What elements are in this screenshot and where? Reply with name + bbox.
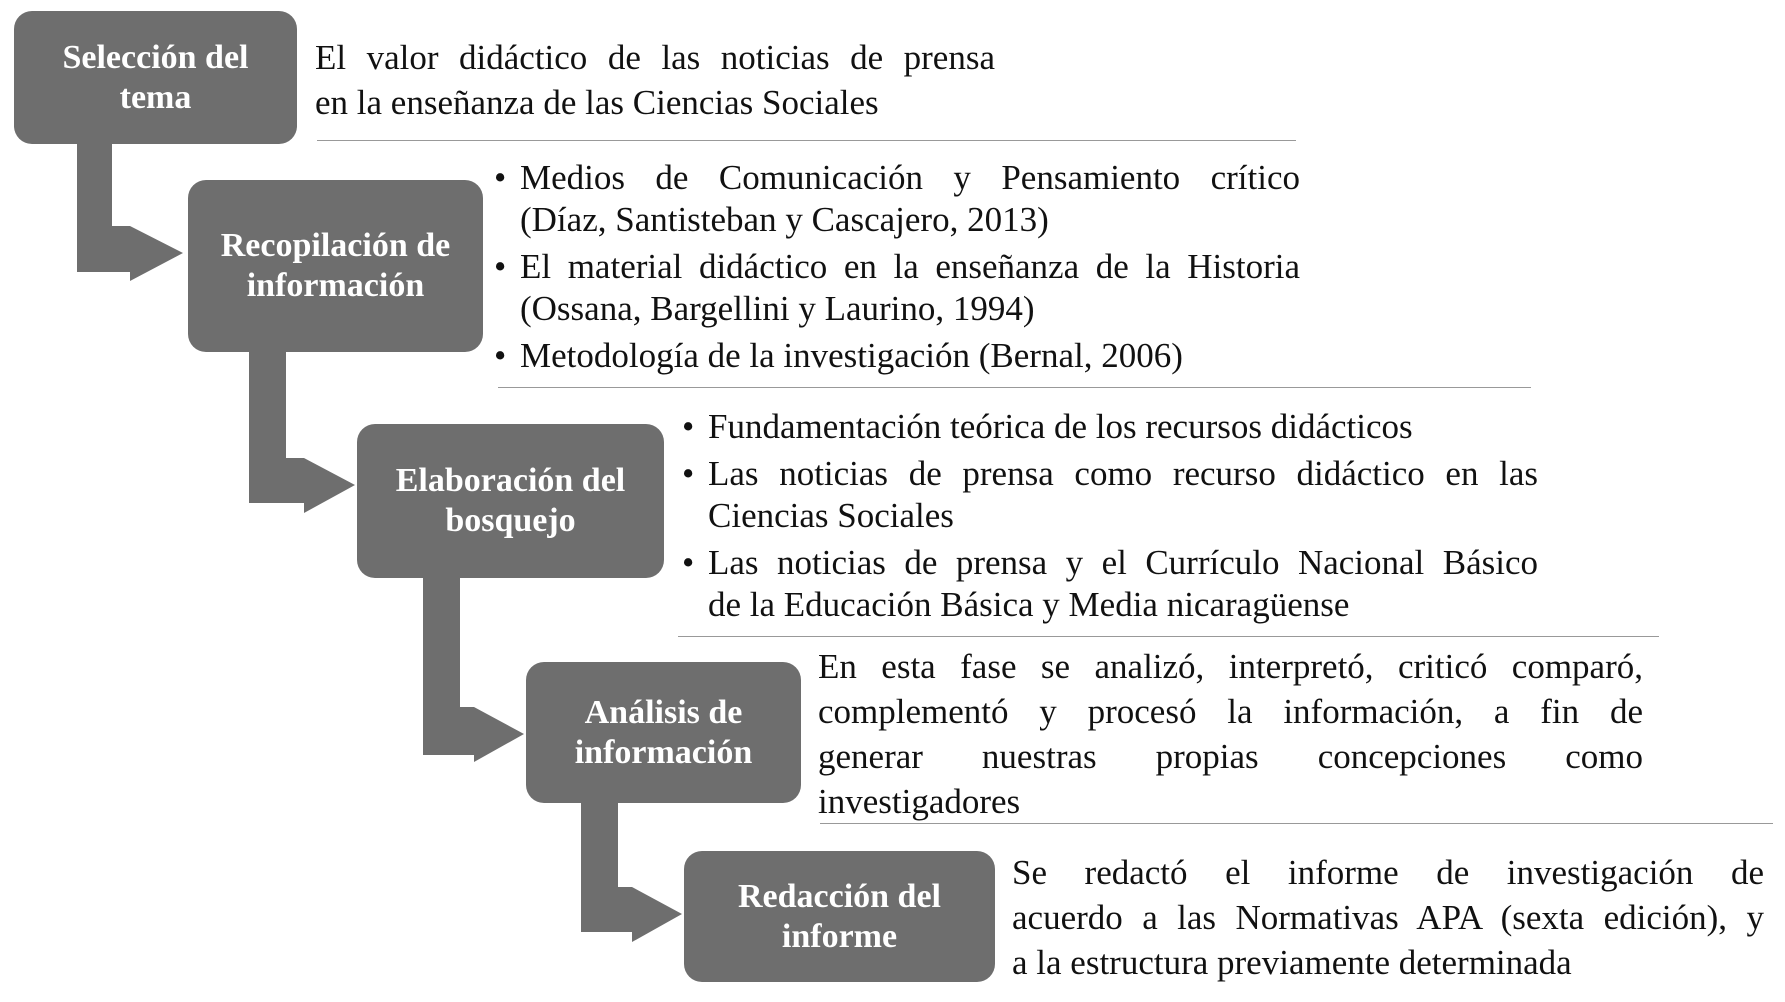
text-line: El valor didáctico de las noticias de prensa [315, 38, 995, 77]
bullet-item [682, 453, 1538, 537]
description-step5 [1012, 850, 1764, 985]
text-line: Las noticias de prensa como recurso didáctico en las [708, 454, 1538, 493]
divider [317, 140, 1296, 141]
step-label: Selección del [62, 38, 249, 76]
text-line: Las noticias de prensa y el Currículo Nacional Básico [708, 543, 1538, 582]
description-step3 [682, 406, 1538, 626]
bullet-icon: • [682, 543, 695, 582]
bullet-icon: • [494, 336, 507, 375]
text-line: Medios de Comunicación y Pensamiento crítico [520, 158, 1300, 197]
bullet-icon: • [682, 454, 695, 493]
divider [498, 387, 1531, 388]
description-step4 [818, 644, 1643, 824]
step-label: información [246, 267, 425, 304]
text-line: Fundamentación teórica de los recursos didácticos [708, 407, 1413, 446]
bullet-item [494, 246, 1300, 330]
description-step2 [494, 157, 1300, 377]
bullet-icon: • [682, 407, 695, 446]
arrow-4-to-5 [581, 803, 682, 942]
text-line: a la estructura previamente determinada [1012, 943, 1572, 982]
text-line: generar nuestras propias concepciones como [818, 737, 1643, 776]
bullet-icon: • [494, 158, 507, 197]
divider [820, 823, 1773, 824]
step-label: Redacción del [737, 877, 942, 915]
text-line: El material didáctico en la enseñanza de la Historia [520, 247, 1300, 286]
text-line: acuerdo a las Normativas APA (sexta edición), y [1012, 898, 1764, 937]
text-line: Ciencias Sociales [708, 496, 954, 535]
text-line: (Díaz, Santisteban y Cascajero, 2013) [520, 200, 1049, 239]
text-line: Metodología de la investigación (Bernal, 2006) [520, 336, 1183, 375]
text-line: En esta fase se analizó, interpretó, criticó comparó, [818, 647, 1643, 686]
description-step1 [315, 35, 995, 125]
step-label: bosquejo [445, 502, 576, 539]
arrow-1-to-2 [77, 144, 183, 281]
arrow-3-to-4 [423, 578, 524, 762]
text-line: Se redactó el informe de investigación de [1012, 853, 1764, 892]
step-box-recopilacion [188, 180, 483, 352]
step-label: informe [781, 917, 898, 955]
bullet-item [682, 542, 1538, 626]
step-label: Elaboración del [395, 462, 626, 499]
step-box-seleccion-tema [14, 11, 297, 144]
bullet-item [494, 157, 1300, 241]
text-line: complementó y procesó la información, a fin de [818, 692, 1643, 731]
text-line: en la enseñanza de las Ciencias Sociales [315, 83, 879, 122]
step-box-redaccion [684, 851, 995, 982]
step-box-analisis [526, 662, 801, 803]
text-line: investigadores [818, 782, 1021, 821]
bullet-item [682, 406, 1538, 448]
text-line: (Ossana, Bargellini y Laurino, 1994) [520, 289, 1035, 328]
divider [678, 636, 1659, 637]
bullet-item [494, 335, 1300, 377]
step-label: información [574, 733, 753, 771]
bullet-icon: • [494, 247, 507, 286]
arrow-2-to-3 [249, 352, 355, 513]
step-box-elaboracion [357, 424, 664, 578]
step-label: tema [119, 78, 192, 116]
step-label: Análisis de [584, 693, 743, 731]
step-label: Recopilación de [220, 227, 451, 264]
text-line: de la Educación Básica y Media nicaragüense [708, 585, 1350, 624]
